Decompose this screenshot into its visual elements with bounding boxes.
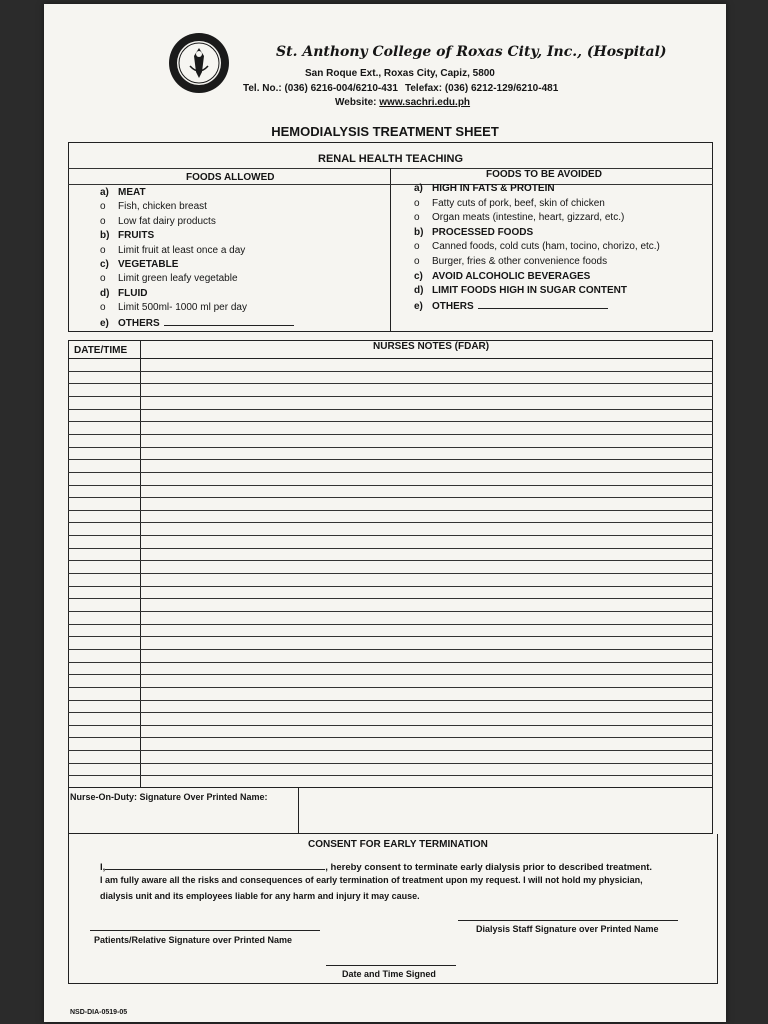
notes-row-line[interactable] (68, 687, 713, 688)
notes-row-line[interactable] (68, 472, 713, 473)
list-marker: d) (100, 287, 110, 299)
foods-allowed-heading: FOODS ALLOWED (186, 172, 275, 183)
allowed-item (100, 287, 147, 302)
notes-row-line[interactable] (68, 573, 713, 574)
nurses-notes-table (68, 340, 713, 788)
notes-row-line[interactable] (68, 371, 713, 372)
notes-row-line[interactable] (68, 598, 713, 599)
header-row-divider (68, 358, 713, 359)
notes-row-line[interactable] (68, 434, 713, 435)
food-example: Burger, fries & other convenience foods (432, 256, 608, 267)
website-line (335, 97, 470, 108)
notes-row-line[interactable] (68, 611, 713, 612)
avoided-item (414, 270, 590, 285)
food-category: VEGETABLE (118, 259, 179, 270)
notes-row-line[interactable] (68, 586, 713, 587)
consent-heading: CONSENT FOR EARLY TERMINATION (308, 839, 488, 850)
notes-row-line[interactable] (68, 396, 713, 397)
date-column-divider (140, 340, 141, 788)
notes-row-line[interactable] (68, 737, 713, 738)
avoided-item (414, 255, 607, 270)
notes-row-line[interactable] (68, 548, 713, 549)
allowed-item (100, 200, 207, 215)
notes-row-line[interactable] (68, 624, 713, 625)
divider (68, 184, 713, 185)
notes-row-line[interactable] (68, 662, 713, 663)
others-input-field[interactable] (164, 316, 294, 326)
staff-signature-field[interactable] (458, 920, 678, 921)
notes-row-line[interactable] (68, 763, 713, 764)
notes-row-line[interactable] (68, 383, 713, 384)
list-marker: c) (100, 259, 109, 270)
food-category: PROCESSED FOODS (432, 226, 534, 238)
nurses-notes-header: NURSES NOTES (FDAR) (373, 341, 490, 352)
food-example: Limit 500ml- 1000 ml per day (118, 302, 247, 314)
consent-statement-line-1 (100, 860, 652, 873)
food-category: FRUITS (118, 230, 155, 242)
food-example: Fatty cuts of pork, beef, skin of chicken (432, 197, 605, 209)
patient-signature-field[interactable] (90, 930, 320, 931)
food-category: AVOID ALCOHOLIC BEVERAGES (432, 270, 591, 282)
consent-name-prefix: I, (100, 862, 106, 873)
food-example: Organ meats (intestine, heart, gizzard, etc.) (432, 212, 625, 224)
document-page (44, 4, 726, 1022)
notes-row-line[interactable] (68, 459, 713, 460)
institution-address: San Roque Ext., Roxas City, Capiz, 5800 (305, 68, 495, 79)
list-marker: b) (100, 230, 110, 242)
food-example: Fish, chicken breast (118, 201, 207, 213)
allowed-item (100, 301, 247, 316)
telephone-number: Tel. No.: (036) 6216-004/6210-431 (243, 83, 398, 94)
notes-row-line[interactable] (68, 409, 713, 410)
notes-row-line[interactable] (68, 712, 713, 713)
nurse-on-duty-label: Nurse-On-Duty: Signature Over Printed Name: (70, 792, 268, 802)
notes-row-line[interactable] (68, 485, 713, 486)
avoided-item (414, 211, 624, 226)
avoided-item (414, 284, 627, 299)
notes-row-line[interactable] (68, 522, 713, 523)
food-example: Limit green leafy vegetable (118, 273, 238, 285)
food-category: HIGH IN FATS & PROTEIN (432, 183, 555, 194)
list-marker: o (414, 197, 420, 209)
consent-line-1-text: , hereby consent to terminate early dialysis prior to described treatment. (325, 862, 653, 873)
notes-row-line[interactable] (68, 510, 713, 511)
list-marker: e) (414, 300, 423, 312)
avoided-item (414, 182, 555, 197)
list-marker: o (414, 241, 420, 253)
date-signed-label: Date and Time Signed (342, 969, 436, 979)
consenter-name-field[interactable] (105, 860, 325, 870)
list-marker: a) (100, 187, 109, 198)
avoided-item (414, 226, 533, 241)
date-signed-field[interactable] (326, 965, 456, 966)
telefax-number: Telefax: (036) 6212-129/6210-481 (405, 83, 559, 94)
avoided-item (414, 299, 608, 315)
notes-row-line[interactable] (68, 636, 713, 637)
food-category: OTHERS (432, 300, 474, 312)
food-category: OTHERS (118, 317, 160, 329)
notes-row-line[interactable] (68, 700, 713, 701)
notes-row-line[interactable] (68, 497, 713, 498)
food-example: Low fat dairy products (118, 215, 216, 227)
date-time-header: DATE/TIME (74, 345, 128, 356)
list-marker: d) (414, 285, 424, 297)
consent-statement-line-2: I am fully aware all the risks and consequences of early termination of treatment upon my request. I will not hold my physician, (100, 875, 643, 885)
allowed-item (100, 316, 294, 332)
staff-signature-label: Dialysis Staff Signature over Printed Name (476, 924, 659, 934)
list-marker: o (100, 302, 106, 314)
list-marker: b) (414, 226, 424, 238)
renal-health-heading: RENAL HEALTH TEACHING (318, 153, 464, 165)
website-link[interactable]: www.sachri.edu.ph (379, 97, 471, 108)
list-marker: e) (100, 317, 109, 329)
allowed-item (100, 272, 238, 287)
list-marker: o (100, 273, 106, 285)
notes-row-line[interactable] (68, 775, 713, 776)
avoided-item (414, 240, 660, 255)
allowed-item (100, 229, 154, 244)
list-marker: o (100, 201, 106, 213)
patient-signature-label: Patients/Relative Signature over Printed Name (94, 935, 293, 945)
others-input-field[interactable] (478, 299, 608, 309)
allowed-item (100, 244, 245, 259)
allowed-item (100, 215, 216, 230)
foods-avoided-heading: FOODS TO BE AVOIDED (486, 169, 602, 180)
food-category: MEAT (118, 187, 146, 198)
notes-row-line[interactable] (68, 421, 713, 422)
food-example: Limit fruit at least once a day (118, 244, 246, 256)
notes-row-line[interactable] (68, 725, 713, 726)
consent-statement-line-3: dialysis unit and its employees liable for any harm and injury it may cause. (100, 891, 420, 901)
food-category: FLUID (118, 287, 148, 299)
avoided-item (414, 197, 605, 212)
website-label: Website: (335, 97, 377, 108)
college-seal-logo (168, 32, 230, 94)
notes-row-line[interactable] (68, 560, 713, 561)
allowed-item (100, 258, 178, 273)
list-marker: o (100, 244, 106, 256)
consent-box (68, 834, 718, 984)
notes-row-line[interactable] (68, 447, 713, 448)
list-marker: o (414, 212, 420, 224)
list-marker: o (414, 256, 420, 267)
allowed-item (100, 186, 146, 201)
institution-name: St. Anthony College of Roxas City, Inc., (Hospital) (276, 44, 667, 60)
notes-row-line[interactable] (68, 674, 713, 675)
document-title: HEMODIALYSIS TREATMENT SHEET (271, 124, 499, 139)
list-marker: o (100, 215, 106, 227)
form-number: NSD-DIA-0519-05 (70, 1009, 128, 1016)
column-divider (390, 168, 391, 332)
signature-divider (298, 788, 299, 834)
list-marker: c) (414, 270, 423, 282)
notes-row-line[interactable] (68, 535, 713, 536)
notes-row-line[interactable] (68, 649, 713, 650)
notes-row-line[interactable] (68, 750, 713, 751)
food-category: LIMIT FOODS HIGH IN SUGAR CONTENT (432, 285, 627, 297)
food-example: Canned foods, cold cuts (ham, tocino, chorizo, etc.) (432, 241, 660, 253)
list-marker: a) (414, 183, 423, 194)
